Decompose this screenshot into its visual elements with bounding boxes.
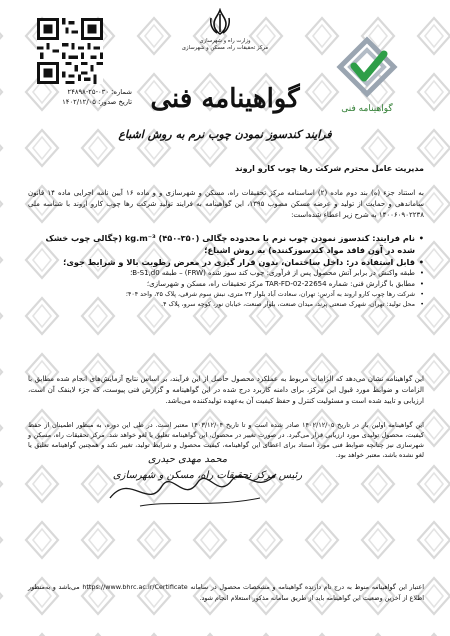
certificate-logo-icon — [334, 36, 400, 102]
certificate-number: ۰۳۰-۲۵-۲۴۸۹۸ — [67, 88, 109, 96]
list-item-process-name: • نام فرایند: کندسوز نمودن چوب نرم با محدوده چگالی kg.m⁻³ (۴۵۰-۳۵۰) (چگالی چوب خشک شده در آون فاقد مواد کندسوزکننده) به روش اشباع؛ — [28, 232, 424, 256]
list-item-technical-report: • مطابق با گزارش فنی: شماره TAR-FD-02-22654 مرکز تحقیقات راه، مسکن و شهرسازی؛ — [28, 279, 424, 290]
iran-emblem-icon — [206, 8, 234, 36]
validity-paragraph: این گواهینامه نشان می‌دهد که الزامات مربوط به عملکرد محصول حاصل از این فرآیند، بر اساس نتایج آزمایش‌های انجام شده مطابق با الزامات و ضوابط مورد قبول این مرکز، برای دامنه کاربرد درج شده در این گواهینامه و گزارش فنی پیوست، که جزء لاینفک آن است، ارزیابی و تایید شده است و مسئولیت کنترل و حفظ کیفیت آن به‌عهده تولیدکننده می‌باشد. — [28, 375, 424, 405]
list-item-fire-class: • طبقه واکنش در برابر آتش محصول پس از فرآوری: چوب کند سوز شده (FRW) – طبقه B-S1,d0؛ — [28, 268, 424, 279]
process-subtitle: فرایند کندسوز نمودن چوب نرم به روش اشباع — [118, 128, 332, 141]
recipient-line: مدیریت عامل محترم شرکت رها چوب کارو اروند — [234, 164, 424, 173]
certificate-number-row — [22, 87, 132, 97]
list-item-company-address: • شرکت رها چوب کارو اروند به آدرس: تهران، سعادت آباد بلوار ۲۴ متری، نبش سوم شرقی، پلاک ۲۵، واحد ۴۰۴؛ — [28, 290, 424, 300]
footer-note: اعتبار این گواهینامه منوط به درج نام دارنده گواهینامه و مشخصات محصول در سامانه https://www.bhrc.ac.ir/Certificate می‌باشد و به‌منظور اطلاع از آخرین وضعیت این گواهینامه باید از طریق سامانه مذکور استعلام انجام شود. — [28, 583, 424, 602]
issue-date-row — [22, 97, 132, 107]
certificate-title: گواهینامه فنی — [150, 84, 300, 114]
issue-date: ۱۴۰۲/۱۲/۰۵ — [62, 98, 96, 106]
center-name: مرکز تحقیقات راه، مسکن و شهرسازی — [181, 45, 269, 51]
ministry-caption — [170, 38, 280, 52]
intro-paragraph: به استناد جزء (ه) بند دوم ماده (۲) اساسنامه مرکز تحقیقات راه، مسکن و شهرسازی و و ماده ۱۶ آیین نامه اجرایی ماده ۱۴ قانون ساماندهی و حمایت از تولید و عرضه مسکن مصوب ۱۳۹۵، این گواهینامه به فرایند تولید شرکت رها چوب کارو اروند با شناسه ملی ۱۴۰۰۶۰۹۰۲۲۳۸ به شرح زیر اعطاء شده‌است: — [28, 189, 424, 219]
signatory-title: رئیس مرکز تحقیقات راه، مسکن و شهرسازی — [112, 470, 303, 481]
list-item-application: • قابل استفاده در: داخل ساختمان، بدون قرار گیری در معرض رطوبت بالا و شرایط جوی؛ — [28, 256, 424, 268]
issue-paragraph-text-2: مرکز تحقیقات راه، مسکن و شهرسازی نیز چنانچه ضوابط فنی مورد استناد برای اعطای این گواهینامه، کیفیت محصول و شرایط تولید، تغییر نکند و همچنین گواهینامه تعلیق یا لغو نشده باشد، معتبر خواهد بود. — [28, 431, 424, 459]
issue-date-label: تاریخ صدور: — [98, 98, 132, 106]
issue-paragraph-text: این گواهینامه اولین بار در تاریخ ۱۴۰۲/۱۲/۰۵ صادر شده است و تا تاریخ ۱۴۰۳/۱۲/۰۴ معتبر است. در طی این دوره، به منظور اطمینان از حفظ کیفیت، محصول تولیدی مورد ارزیابی قرار می‌گیرد. در صورت تغییر در محصول، این گواهینامه تعلیق یا لغو خواهد شد. — [28, 421, 424, 439]
signatory-name: محمد مهدی حیدری — [147, 454, 228, 465]
certificate-meta — [22, 87, 132, 107]
qr-code-icon — [37, 18, 103, 84]
specification-list — [28, 232, 424, 310]
logo-label: گواهینامه فنی — [341, 104, 393, 114]
ministry-name: وزارت راه و شهرسازی — [199, 38, 251, 44]
list-item-production-site: • محل تولید: تهران، شهرک صنعتی پرند، میدان صنعت، بلوار صنعت، خیابان نور، کوچه سرو، پلاک ۴. — [28, 300, 424, 310]
certificate-number-label: شماره: — [111, 88, 132, 96]
